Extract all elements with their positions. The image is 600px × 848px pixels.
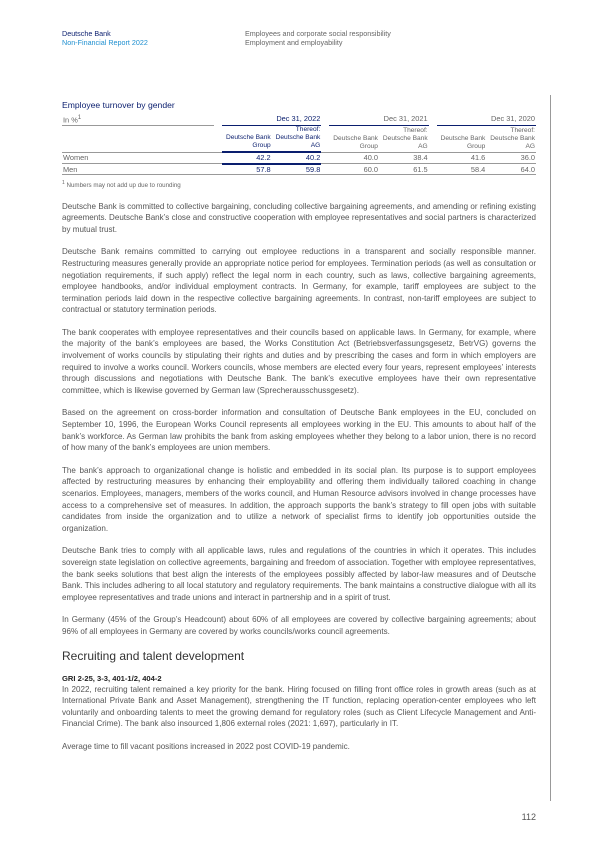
paragraph: Deutsche Bank is committed to collective bargaining, concluding collective bargaining agreements, and amending or refining existing agreements. Deutsche Bank’s close and constructive cooperation with employee representatives and social partners is characterized by mutual trust. bbox=[62, 201, 536, 234]
column-header: Deutsche Bank Group bbox=[222, 126, 272, 153]
paragraph: Deutsche Bank tries to comply with all applicable laws, rules and regulations of the countries in which it operates. This includes sovereign state legislation on collective agreements, bargaining and freedom of association. Together with employee representatives, the bank seeks solutions that best align the interests of the employees possibly affected by labor-law measures and of Deutsche Bank. This includes adhering to all local statutory and regulatory requirements. The bank maintains a constructive dialogue with all its employee representatives and trade unions and interact in partnership and in a spirit of trust. bbox=[62, 546, 536, 602]
brand-name: Deutsche Bank bbox=[62, 29, 111, 38]
section-title: Employees and corporate social responsibility bbox=[245, 29, 391, 38]
report-header-left bbox=[62, 29, 148, 47]
paragraph: In Germany (45% of the Group’s Headcount) about 60% of all employees are covered by collective bargaining agreements; about 96% of all employees in Germany are covered by works councils/works council agreements. bbox=[62, 615, 536, 636]
body-text bbox=[62, 201, 536, 638]
turnover-table bbox=[62, 113, 536, 175]
page-number: 112 bbox=[521, 812, 536, 822]
paragraph: Based on the agreement on cross-border information and consultation of Deutsche Bank employees in the EU, concluded on September 10, 1996, the European Works Council represents all employees working in the EU. This amounts to about half of the bank’s workforce. As German law prohibits the bank from asking employees whether they belong to a labor union, there is no record of how many of the bank’s employees are union members. bbox=[62, 408, 536, 453]
report-header-right bbox=[245, 29, 391, 47]
main-content bbox=[62, 100, 536, 764]
column-header: Deutsche Bank Group bbox=[437, 126, 487, 153]
year-header: Dec 31, 2021 bbox=[329, 113, 428, 126]
gri-reference: GRI 2-25, 3-3, 401-1/2, 404-2 bbox=[62, 673, 162, 683]
report-name: Non-Financial Report 2022 bbox=[62, 38, 148, 47]
paragraph: Average time to fill vacant positions increased in 2022 post COVID-19 pandemic. bbox=[62, 741, 350, 751]
paragraph: Deutsche Bank remains committed to carrying out employee reductions in a transparent and socially responsible manner. Restructuring measures generally provide an appropriate notice period for employees. Termination periods (as well as consultation or negotiation requirements, if such apply) reflect the legal norm in each country, such as laws, collective bargaining agreements, employee handbooks, and/or individual employment contracts. In Germany, for example, tariff employees are subject to the termination periods laid down in the respective collective bargaining agreements. In contrast, non-tariff employees are subject to contractual or statutory termination periods. bbox=[62, 247, 536, 315]
recruiting-text bbox=[62, 684, 536, 753]
paragraph: The bank’s approach to organizational change is holistic and embedded in its social plan. Its purpose is to support employees affected by restructuring measures by enhancing their employability and offering them individually tailored coaching in change scenarios. Employees, managers, members of the works council, and Human Resource advisors involved in change processes have access to a comprehensive set of measures. In addition, the approach supports the bank’s strategy to fill open jobs with suitable candidates from inside the organization and to utilize a network of specialist firms to identify job opportunities outside the organization. bbox=[62, 465, 536, 533]
margin-rule bbox=[550, 95, 551, 801]
column-header: Thereof: Deutsche Bank AG bbox=[272, 126, 322, 153]
unit-label: In %$^1$ bbox=[62, 113, 214, 126]
section-heading: Recruiting and talent development bbox=[62, 648, 245, 663]
column-header: Thereof: Deutsche Bank AG bbox=[379, 126, 429, 153]
table-title: Employee turnover by gender bbox=[62, 100, 175, 110]
paragraph: In 2022, recruiting talent remained a key priority for the bank. Hiring focused on filling front office roles in growth areas (such as at International Private Bank and Asset Management), strengthening the IT function, replacing operation-center employees who left voluntarily and onboarding talents to meet the growing demand for regulatory roles (such as Client Lifecycle Management and Anti-Financial Crime). The bank also insourced 1,806 external roles (2021: 1,697), particularly in IT. bbox=[62, 684, 536, 729]
column-header: Thereof: Deutsche Bank AG bbox=[486, 126, 536, 153]
subsection-title: Employment and employability bbox=[245, 38, 343, 47]
table-row: Women 42.2 40.2 40.0 38.4 41.6 36.0 bbox=[63, 153, 535, 163]
year-header: Dec 31, 2022 bbox=[222, 113, 321, 126]
table-row: Men 57.8 59.8 60.0 61.5 58.4 64.0 bbox=[63, 164, 535, 174]
table-footnote: $^1$ Numbers may not add up due to rounding bbox=[62, 180, 181, 190]
year-header: Dec 31, 2020 bbox=[437, 113, 536, 126]
paragraph: The bank cooperates with employee representatives and their councils based on applicable laws. In Germany, for example, where the majority of the bank’s employees are based, the Works Constitution Act (Betriebsverfassungsgesetz, BetrVG) governs the involvement of works councils by stipulating their rights and duties and by prescribing the cases and form in which employers are required to involve a works council. Workers councils, whose members are elected every four years, represent employees’ interests through discussions and negotiations with Deutsche Bank. The bank’s executive employees have their own representative committee, which is likewise governed by German law (Sprecherausschussgesetz). bbox=[62, 327, 536, 395]
column-header: Deutsche Bank Group bbox=[329, 126, 379, 153]
